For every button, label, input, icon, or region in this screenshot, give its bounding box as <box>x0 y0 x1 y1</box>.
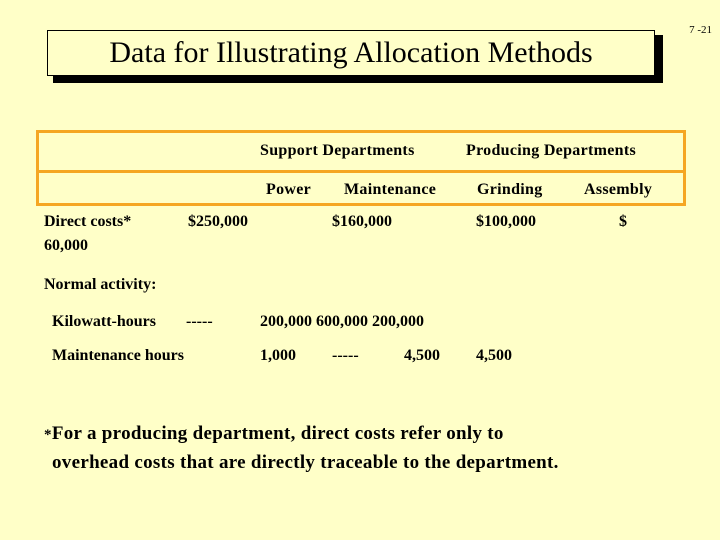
department-header-divider <box>36 170 686 173</box>
maintenance-hours-label: Maintenance hours <box>52 347 184 364</box>
support-departments-header: Support Departments <box>260 142 415 159</box>
slide-title: Data for Illustrating Allocation Methods <box>47 30 655 76</box>
producing-departments-header: Producing Departments <box>466 142 636 159</box>
maintenance-hours-grinding: 4,500 <box>404 347 440 364</box>
direct-costs-assembly-symbol: $ <box>619 213 627 230</box>
direct-costs-power: $250,000 <box>188 213 248 230</box>
maintenance-hours-assembly: 4,500 <box>476 347 512 364</box>
power-column-header: Power <box>266 181 312 198</box>
direct-costs-grinding: $100,000 <box>476 213 536 230</box>
slide-number: 7 -21 <box>689 24 712 36</box>
kilowatt-hours-power: ----- <box>186 313 213 330</box>
footnote-text-1: For a producing department, direct costs refer only to <box>51 423 504 444</box>
kilowatt-hours-label: Kilowatt-hours <box>52 313 156 330</box>
footnote-line-1 <box>44 423 504 445</box>
maintenance-hours-power: 1,000 <box>260 347 296 364</box>
kilowatt-hours-values: 200,000 600,000 200,000 <box>260 313 424 330</box>
direct-costs-assembly-value: 60,000 <box>44 237 88 254</box>
grinding-column-header: Grinding <box>477 181 543 198</box>
direct-costs-maintenance: $160,000 <box>332 213 392 230</box>
normal-activity-label: Normal activity: <box>44 276 157 293</box>
footnote-line-2: overhead costs that are directly traceable to the department. <box>52 452 559 473</box>
footnote-asterisk: * <box>44 427 52 443</box>
assembly-column-header: Assembly <box>584 181 653 198</box>
maintenance-hours-maintenance: ----- <box>332 347 359 364</box>
maintenance-column-header: Maintenance <box>344 181 437 198</box>
direct-costs-label: Direct costs* <box>44 213 132 230</box>
